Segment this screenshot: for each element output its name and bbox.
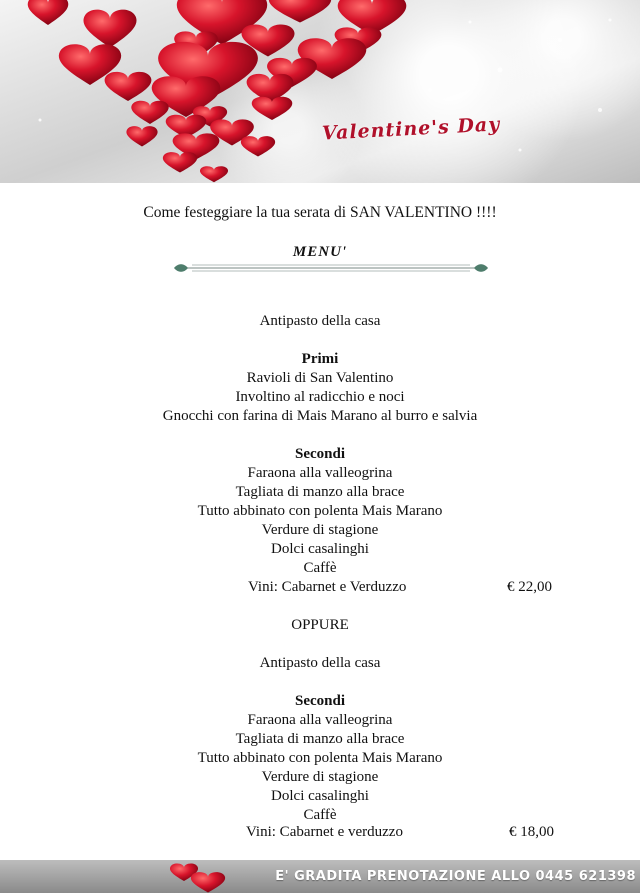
wine-line-2: Vini: Cabarnet e verduzzo [246, 824, 403, 840]
heart-icon [83, 10, 136, 48]
heart-icon [126, 126, 157, 146]
heart-icon [191, 872, 225, 892]
secondi-heading-2: Secondi [294, 693, 345, 709]
menu-content [0, 183, 640, 860]
heart-icon [131, 101, 168, 124]
heart-icon [269, 0, 331, 23]
secondi-item: Tutto abbinato con polenta Mais Marano [197, 750, 443, 766]
secondi-item: Tagliata di manzo alla brace [235, 731, 405, 747]
banner-title: Valentine's Day [321, 113, 501, 145]
secondi-item: Faraona alla valleogrina [247, 465, 393, 481]
price-2: € 18,00 [509, 824, 554, 840]
primi-item: Involtino al radicchio e noci [235, 389, 405, 405]
secondi-item: Dolci casalinghi [271, 541, 369, 557]
primi-item: Ravioli di San Valentino [246, 370, 394, 386]
price-1: € 22,00 [507, 579, 552, 595]
intro-text: Come festeggiare la tua serata di SAN VALENTINO !!!! [143, 204, 497, 221]
antipasto-2: Antipasto della casa [259, 655, 381, 671]
secondi-item: Dolci casalinghi [271, 788, 369, 804]
secondi-item: Tagliata di manzo alla brace [235, 484, 405, 500]
primi-item: Gnocchi con farina di Mais Marano al burro e salvia [162, 408, 478, 424]
hearts-decoration [0, 0, 640, 183]
secondi-item: Caffè [303, 560, 337, 576]
reservation-text: E' GRADITA PRENOTAZIONE ALLO 0445 621398 [275, 869, 636, 884]
oppure-text: OPPURE [291, 617, 349, 633]
menu-title: MENU' [292, 244, 348, 260]
heart-icon [241, 136, 275, 156]
primi-heading: Primi [301, 351, 339, 367]
ornament-divider [172, 260, 490, 276]
heart-icon [163, 152, 197, 172]
secondi-item: Verdure di stagione [261, 769, 379, 785]
footer-hearts [160, 860, 240, 893]
heart-icon [200, 166, 228, 182]
secondi-item: Verdure di stagione [261, 522, 379, 538]
reservation-footer [0, 860, 640, 893]
secondi-item: Faraona alla valleogrina [247, 712, 393, 728]
valentine-banner [0, 0, 640, 183]
secondi-item: Tutto abbinato con polenta Mais Marano [197, 503, 443, 519]
secondi-heading-1: Secondi [294, 446, 345, 462]
secondi-item: Caffè [303, 807, 337, 823]
antipasto-1: Antipasto della casa [259, 313, 381, 329]
heart-icon [105, 72, 152, 101]
wine-line-1: Vini: Cabarnet e Verduzzo [248, 579, 407, 595]
heart-icon [28, 0, 69, 25]
